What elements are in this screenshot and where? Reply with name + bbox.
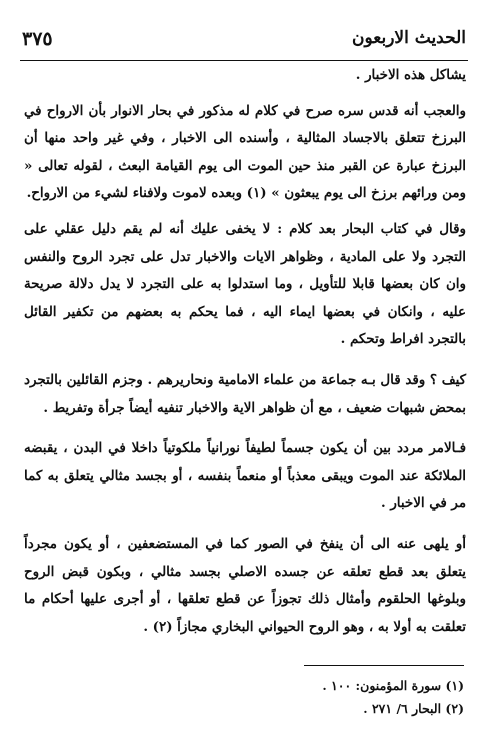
page-number: ٣٧٥ xyxy=(22,28,53,50)
footnote: (١) سورة المؤمنون: ١٠٠ . xyxy=(322,678,464,693)
running-title: الحديث الاربعون xyxy=(352,28,466,48)
paragraph: والعجب أنه قدس سره صرح في كلام له مذكور في بحار الانوار بأن الارواح في البرزخ تتعلق بالاجساد المثالية ، وأسنده الى الاخبار ، وفي غير واحد منها أن البرزخ عبارة عن القبر منذ حين الموت الى يوم القيامة البعث ، لقوله تعالى « ومن ورائهم برزخ الى يوم يبعثون » (١) وبعده لاموت ولافناء لشيء من الارواح. xyxy=(24,102,466,202)
paragraph: وقال في كتاب البحار بعد كلام : لا يخفى عليك أنه لم يقم دليل عقلي على التجرد ولا على المادية ، وظواهر الايات والاخبار تدل على تجرد الروح والنفس وان كان بعضها قابلا للتأويل ، وما استدلوا به على التجرد لا يدل دلالة صريحة عليه ، وانكان في بعضها ايماء اليه ، فما يحكم به بعضهم من تكفير القائل بالتجرد افراط وتحكم . xyxy=(24,220,466,348)
body-text xyxy=(24,62,466,641)
paragraph: كيف ؟ وقد قال بـه جماعة من علماء الامامية ونحاريرهم . وجزم القائلين بالتجرد بمحض شبهات ضعيف ، مع أن ظواهر الاية والاخبار تنفيه أيضاً جرأة وتفريط . xyxy=(24,371,466,416)
page-header xyxy=(22,28,466,58)
footnote: (٢) البحار ٦/ ٢٧١ . xyxy=(363,701,464,716)
paragraph: أو يلهى عنه الى أن ينفخ في الصور كما في المستضعفين ، أو يكون مجرداً يتعلق بعد قطع تعلقه عن جسده الاصلي بجسد مثالي ، وبكون قبض الروح وبلوغها الحلقوم وأمثال ذلك تجوزاً عن قطع تعلقها ، أو أجرى عليها أحكام ما تعلقت به أولا به ، وهو الروح الحيواني البخاري مجازاً (٢) . xyxy=(24,535,466,635)
header-rule xyxy=(20,60,468,61)
footnotes xyxy=(24,674,464,720)
paragraph: فـالامر مردد بين أن يكون جسماً لطيفاً نورانياً ملكوتياً داخلا في البدن ، يقبضه الملائكة عند الموت ويبقى معذباً أو منعماً بنفسه ، أو بجسد مثالي يتعلق به كما مر في الاخبار . xyxy=(24,440,466,512)
paragraph: يشاكل هذه الاخبار . xyxy=(355,67,466,83)
footnote-rule xyxy=(304,665,464,666)
